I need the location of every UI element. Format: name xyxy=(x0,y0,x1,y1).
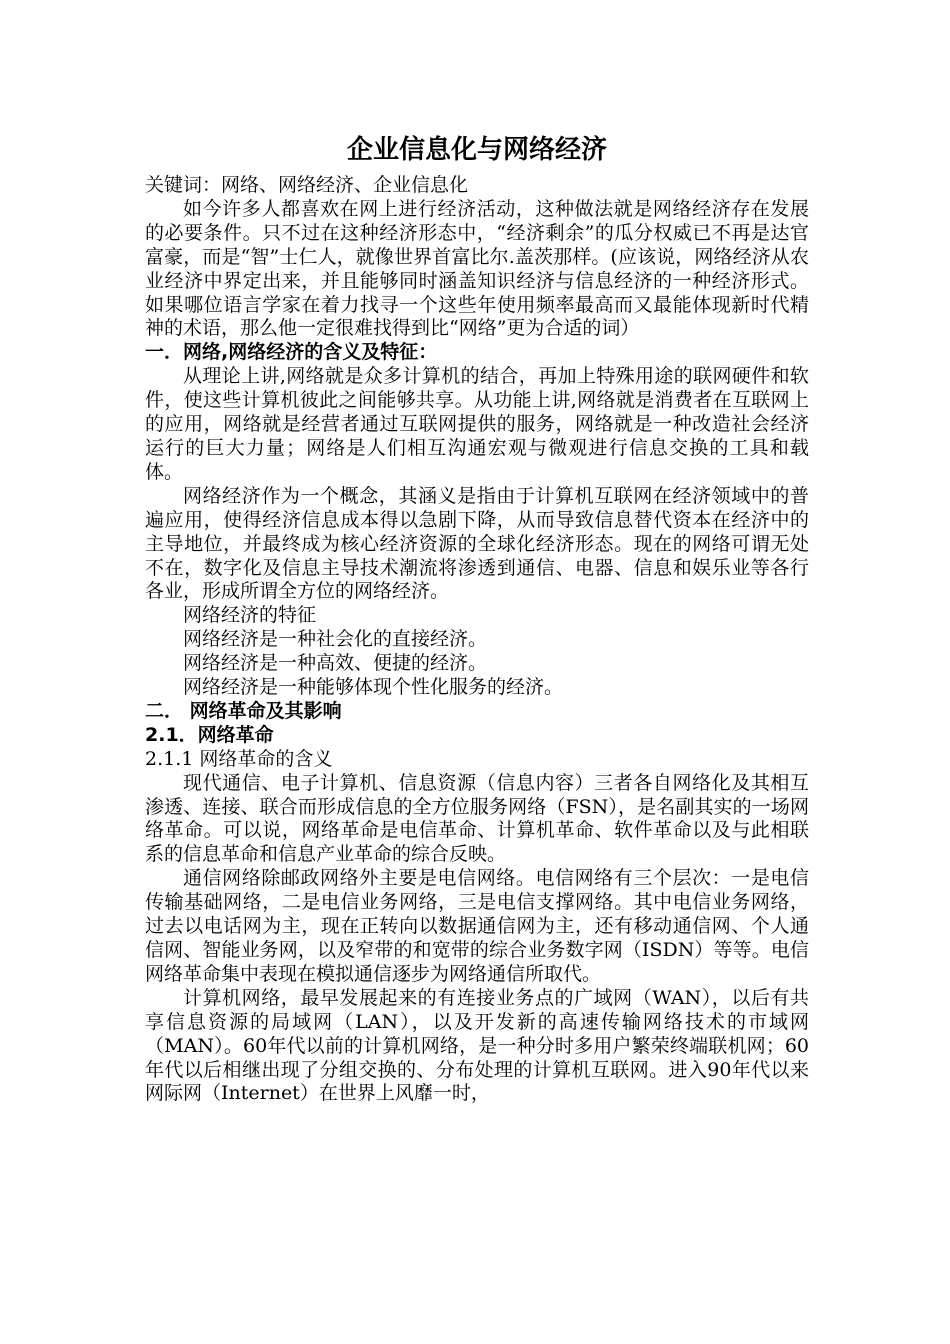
intro-paragraph: 如今许多人都喜欢在网上进行经济活动，这种做法就是网络经济存在发展的必要条件。只不过在这种经济形态中，“经济剩余”的瓜分权威已不再是达官富豪，而是“智”士仁人，就像世界首富比尔.盖茨那样。(应该说，网络经济从农业经济中界定出来，并且能够同时涵盖知识经济与信息经济的一种经济形式。如果哪位语言学家在着力找寻一个这些年使用频率最高而又最能体现新时代精神的术语，那么他一定很难找得到比“网络”更为合适的词） xyxy=(145,197,809,340)
section2-1-1-heading: 2.1.1 网络革命的含义 xyxy=(145,747,333,770)
feature-item-3: 网络经济是一种能够体现个性化服务的经济。 xyxy=(183,676,564,699)
keywords-line: 关键词：网络、网络经济、企业信息化 xyxy=(145,174,469,196)
section1-paragraph-2: 网络经济作为一个概念，其涵义是指由于计算机互联网在经济领域中的普遍应用，使得经济信息成本得以急剧下降，从而导致信息替代资本在经济中的主导地位，并最终成为核心经济资源的全球化经济形态。现在的网络可谓无处不在，数字化及信息主导技术潮流将渗透到通信、电器、信息和娱乐业等各行各业，形成所谓全方位的网络经济。 xyxy=(145,484,809,603)
section2-paragraph-3: 计算机网络，最早发展起来的有连接业务点的广域网（WAN），以后有共享信息资源的局域网（LAN），以及开发新的高速传输网络技术的市域网（MAN）。60年代以前的计算机网络，是一种分时多用户繁荣终端联机网；60年代以后相继出现了分组交换的、分布处理的计算机互联网。进入90年代以来网际网（Internet）在世界上风靡一时， xyxy=(145,986,809,1105)
section2-paragraph-2: 通信网络除邮政网络外主要是电信网络。电信网络有三个层次：一是电信传输基础网络，二是电信业务网络，三是电信支撑网络。其中电信业务网络，过去以电话网为主，现在正转向以数据通信网为主，还有移动通信网、个人通信网、智能业务网，以及窄带的和宽带的综合业务数字网（ISDN）等等。电信网络革命集中表现在模拟通信逐步为网络通信所取代。 xyxy=(145,867,809,985)
section2-heading: 二． 网络革命及其影响 xyxy=(145,699,342,722)
features-heading: 网络经济的特征 xyxy=(183,604,317,627)
section1-heading: 一．网络,网络经济的含义及特征： xyxy=(145,341,438,364)
section2-1-heading: 2.1．网络革命 xyxy=(145,723,274,746)
feature-item-1: 网络经济是一种社会化的直接经济。 xyxy=(183,628,488,651)
feature-item-2: 网络经济是一种高效、便捷的经济。 xyxy=(183,652,488,675)
section1-paragraph-1: 从理论上讲,网络就是众多计算机的结合，再加上特殊用途的联网硬件和软件，使这些计算机彼此之间能够共享。从功能上讲,网络就是消费者在互联网上的应用，网络就是经营者通过互联网提供的服务，网络就是一种改造社会经济运行的巨大力量；网络是人们相互沟通宏观与微观进行信息交换的工具和载体。 xyxy=(145,365,809,483)
document-title: 企业信息化与网络经济 xyxy=(346,135,607,165)
document-page xyxy=(145,128,809,1106)
section2-paragraph-1: 现代通信、电子计算机、信息资源（信息内容）三者各自网络化及其相互渗透、连接、联合而形成信息的全方位服务网络（FSN），是名副其实的一场网络革命。可以说，网络革命是电信革命、计算机革命、软件革命以及与此相联系的信息革命和信息产业革命的综合反映。 xyxy=(145,771,809,866)
